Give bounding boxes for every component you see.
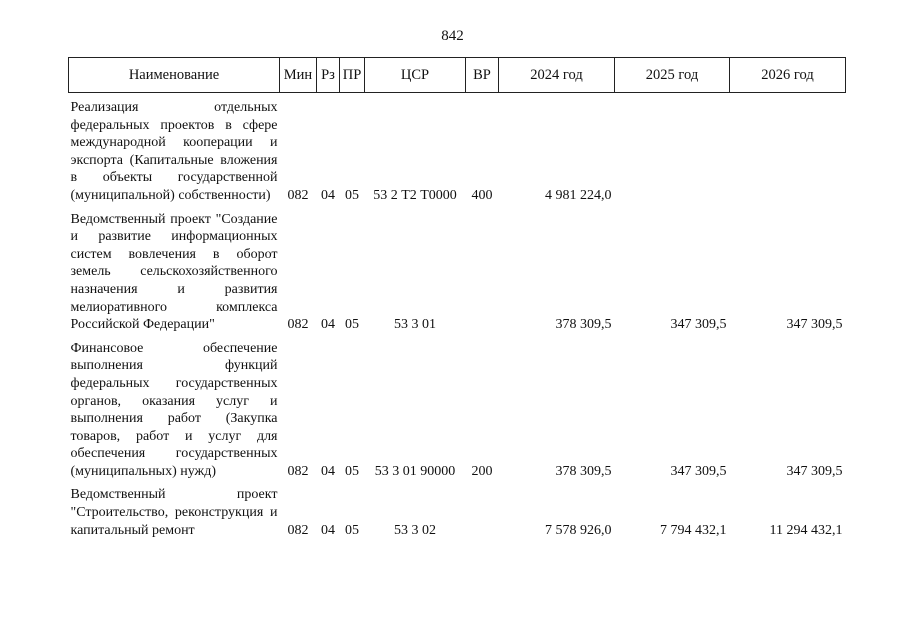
row-name: Финансовое обеспечение выполнения функций федеральных государственных органов, оказания услуг и выполнения работ (Закупка товаров, работ и услуг для обеспечения государственных (муниципальных) нужд) xyxy=(70,340,278,479)
row-vr: 400 xyxy=(471,187,493,203)
row-2026: 347 309,5 xyxy=(786,463,843,479)
row-2025 xyxy=(615,93,730,211)
row-rz: 04 xyxy=(321,187,335,203)
row-min: 082 xyxy=(287,463,309,479)
row-csr: 53 2 Т2 Т0000 xyxy=(373,187,457,203)
header-2025: 2025 год xyxy=(615,58,730,93)
table-row xyxy=(69,211,846,340)
row-name: Ведомственный проект "Создание и развитие информационных систем вовлечения в оборот земель сельскохозяйственного назначения и развития мелиоративного комплекса Российской Федерации" xyxy=(70,211,278,333)
row-2026: 347 309,5 xyxy=(786,317,843,333)
row-2024: 7 578 926,0 xyxy=(545,522,612,538)
row-pr: 05 xyxy=(345,187,359,203)
row-2025: 347 309,5 xyxy=(670,317,727,333)
row-pr: 05 xyxy=(345,463,359,479)
table-row xyxy=(69,340,846,487)
header-min: Мин xyxy=(280,58,317,93)
row-min: 082 xyxy=(287,187,309,203)
header-csr: ЦСР xyxy=(365,58,466,93)
row-min: 082 xyxy=(287,317,309,333)
row-rz: 04 xyxy=(321,317,335,333)
row-2026: 11 294 432,1 xyxy=(769,522,843,538)
row-csr: 53 3 02 xyxy=(394,522,436,538)
page-number: 842 xyxy=(441,28,464,44)
row-2026 xyxy=(730,93,846,211)
row-csr: 53 3 01 90000 xyxy=(374,463,456,479)
header-vr: ВР xyxy=(466,58,499,93)
row-vr xyxy=(466,211,499,340)
row-2024: 378 309,5 xyxy=(555,463,612,479)
header-row xyxy=(69,58,846,93)
table-row xyxy=(69,93,846,211)
row-2025: 347 309,5 xyxy=(670,463,727,479)
header-2024: 2024 год xyxy=(499,58,615,93)
row-vr xyxy=(466,486,499,543)
table-row xyxy=(69,486,846,543)
row-pr: 05 xyxy=(345,522,359,538)
row-2024: 4 981 224,0 xyxy=(545,187,612,203)
header-name: Наименование xyxy=(69,58,280,93)
row-csr: 53 3 01 xyxy=(394,317,436,333)
header-rz: Рз xyxy=(317,58,340,93)
row-rz: 04 xyxy=(321,463,335,479)
row-rz: 04 xyxy=(321,522,335,538)
budget-table xyxy=(68,57,846,543)
row-2024: 378 309,5 xyxy=(555,317,612,333)
header-pr: ПР xyxy=(340,58,365,93)
row-vr: 200 xyxy=(471,463,493,479)
row-pr: 05 xyxy=(345,317,359,333)
header-2026: 2026 год xyxy=(730,58,846,93)
row-name: Ведомственный проект "Строительство, реконструкция и капитальный ремонт xyxy=(70,487,278,538)
row-name: Реализация отдельных федеральных проектов в сфере международной кооперации и экспорта (Капитальные вложения в объекты государственной (муниципальной) собственности) xyxy=(70,100,278,203)
row-min: 082 xyxy=(287,522,309,538)
row-2025: 7 794 432,1 xyxy=(660,522,727,538)
